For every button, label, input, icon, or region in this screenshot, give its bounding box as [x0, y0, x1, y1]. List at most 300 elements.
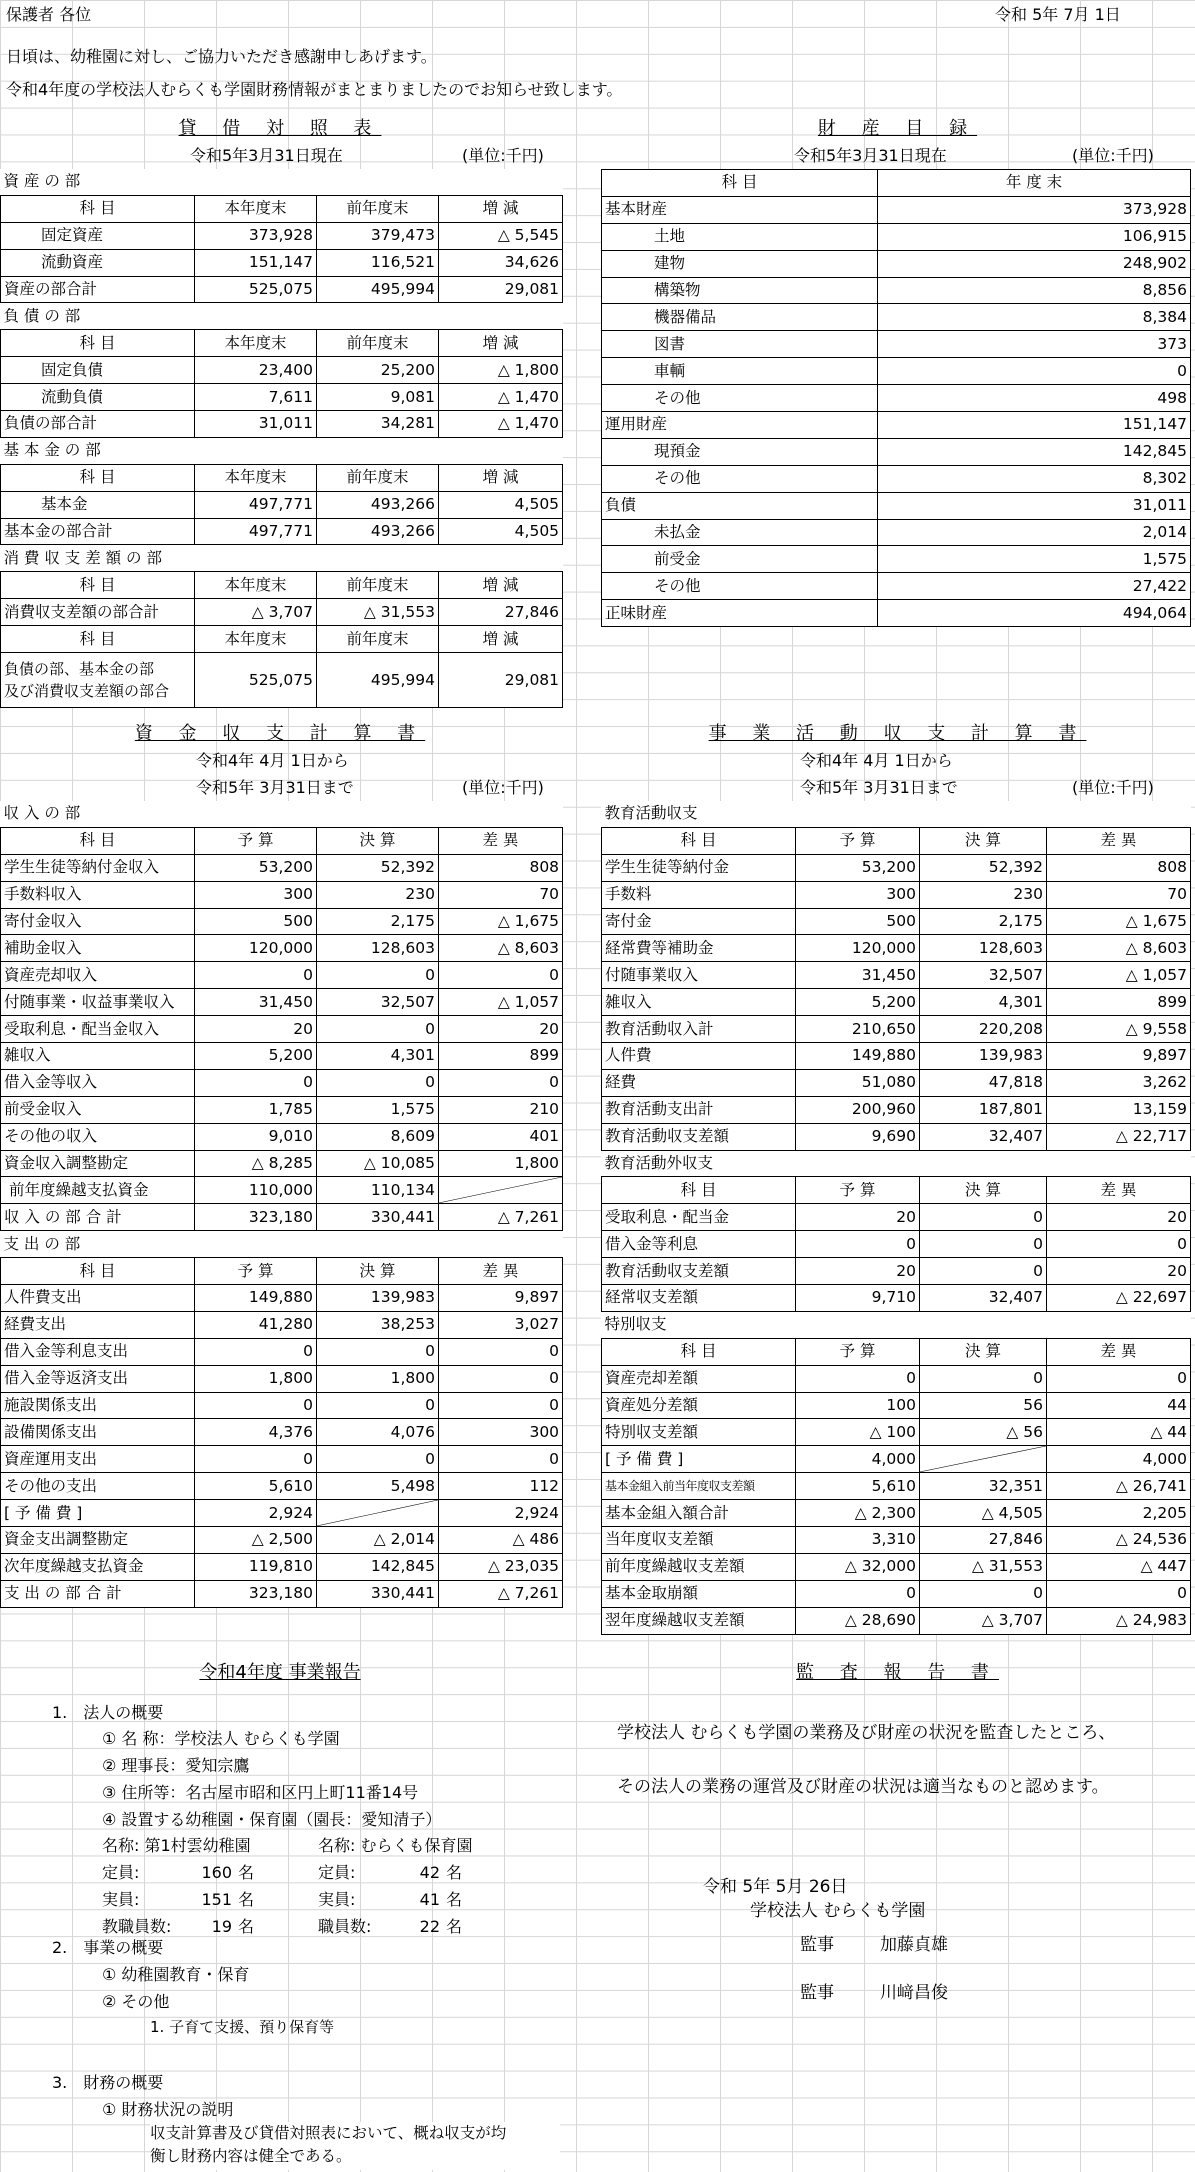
cell: 899 [439, 1043, 563, 1070]
cell: 106,915 [878, 223, 1191, 250]
table-row [1, 1043, 563, 1070]
cell: △ 100 [796, 1419, 920, 1446]
cell: △ 1,800 [439, 357, 563, 384]
cell: 基本財産 [602, 196, 878, 223]
cell: △ 24,983 [1047, 1607, 1191, 1634]
nursery-stat-label: 実員: [318, 1890, 356, 1909]
cell: 借入金等利息 [602, 1231, 796, 1258]
cell: 2,175 [920, 908, 1047, 935]
cell: 1,800 [439, 1150, 563, 1177]
section-row [1, 437, 563, 464]
cell: 4,505 [439, 491, 563, 518]
cell: △ 3,707 [195, 599, 317, 626]
cell: △ 2,500 [195, 1527, 317, 1554]
report-s2b: ② その他 [102, 1992, 170, 2011]
bs-asof: 令和5年3月31日現在 [190, 146, 343, 165]
cell: 翌年度繰越収支差額 [602, 1607, 796, 1634]
cell: 0 [439, 1392, 563, 1419]
cf-from: 令和4年 4月 1日から [196, 751, 349, 770]
cell: 300 [796, 881, 920, 908]
cell: 3,262 [1047, 1069, 1191, 1096]
cell: 手数料 [602, 881, 796, 908]
cell: 5,610 [195, 1473, 317, 1500]
cell: 教育活動収入計 [602, 1016, 796, 1043]
report-s3b: 収支計算書及び貸借対照表において、概ね収支が均 [150, 2124, 507, 2142]
cell: 142,845 [317, 1553, 439, 1580]
section-label: 資 産 の 部 [1, 169, 563, 195]
cell: 人件費 [602, 1043, 796, 1070]
report-s3a: ① 財務状況の説明 [102, 2100, 234, 2119]
cell: 資金収入調整勘定 [1, 1150, 195, 1177]
cell: 科 目 [1, 195, 195, 222]
cell: 32,507 [920, 962, 1047, 989]
cell: 187,801 [920, 1096, 1047, 1123]
diagonal-cell [439, 1177, 563, 1204]
cell: 科 目 [602, 1338, 796, 1365]
cell: 1,800 [317, 1365, 439, 1392]
cell: 0 [1047, 1365, 1191, 1392]
table-row [602, 492, 1191, 519]
section-label: 消 費 収 支 差 額 の 部 [1, 545, 563, 572]
header-row [1, 1258, 563, 1285]
cell: 3,027 [439, 1311, 563, 1338]
table-row [602, 1473, 1191, 1500]
table-row [1, 357, 563, 384]
cell: 0 [796, 1580, 920, 1607]
cell: 予 算 [195, 1258, 317, 1285]
table-row [1, 989, 563, 1016]
cf-unit: (単位:千円) [462, 778, 544, 797]
cell: 予 算 [796, 1177, 920, 1204]
section-row [1, 169, 563, 195]
auditor-2-role: 監事 [800, 1983, 834, 2003]
cell: 379,473 [317, 222, 439, 249]
cell: 13,159 [1047, 1096, 1191, 1123]
cell: 負債の部合計 [1, 411, 195, 438]
header-row [1, 572, 563, 599]
cell: 本年度末 [195, 626, 317, 653]
cell: 497,771 [195, 518, 317, 545]
cf-title: 資 金 収 支 計 算 書 [134, 723, 426, 744]
cell: 20 [1047, 1204, 1191, 1231]
audit-line-1: 学校法人 むらくも学園の業務及び財産の状況を監査したところ、 [617, 1723, 1116, 1743]
table-row [1, 1311, 563, 1338]
kindergarten-stat-unit: 名 [238, 1917, 255, 1936]
cell: 流動負債 [1, 384, 195, 411]
recipient: 保護者 各位 [6, 5, 92, 24]
cell: 2,924 [195, 1500, 317, 1527]
cell: 増 減 [439, 195, 563, 222]
cell: 151,147 [195, 249, 317, 276]
table-row [602, 1016, 1191, 1043]
table-row [1, 1392, 563, 1419]
cell: 科 目 [602, 1177, 796, 1204]
cell: 31,011 [878, 492, 1191, 519]
cell: △ 22,697 [1047, 1285, 1191, 1312]
cell: 消費収支差額の部合計 [1, 599, 195, 626]
inventory-table [601, 169, 1191, 627]
table-row [1, 1500, 563, 1527]
header-row [602, 1338, 1191, 1365]
cell: 5,200 [195, 1043, 317, 1070]
cell: 0 [317, 1338, 439, 1365]
cell: 経費支出 [1, 1311, 195, 1338]
cell: 前年度繰越支払資金 [1, 1177, 195, 1204]
cell: 151,147 [878, 412, 1191, 439]
cell: △ 7,261 [439, 1580, 563, 1607]
cell: 前受金収入 [1, 1096, 195, 1123]
total-row [1, 411, 563, 438]
cell: △ 1,675 [439, 908, 563, 935]
cell: 付随事業収入 [602, 962, 796, 989]
cell: 2,924 [439, 1500, 563, 1527]
cell: 0 [796, 1231, 920, 1258]
cell: △ 3,707 [920, 1607, 1047, 1634]
cell: 20 [796, 1258, 920, 1285]
cell: 決 算 [317, 1258, 439, 1285]
cell: 0 [317, 1069, 439, 1096]
table-row [1, 935, 563, 962]
cell: 5,498 [317, 1473, 439, 1500]
cell: 53,200 [195, 854, 317, 881]
cell: 決 算 [317, 827, 439, 854]
section-row [602, 1150, 1191, 1177]
cell: 受取利息・配当金 [602, 1204, 796, 1231]
cell: 前年度末 [317, 464, 439, 491]
cell: 基本金の部合計 [1, 518, 195, 545]
table-row [602, 908, 1191, 935]
cell: 0 [920, 1204, 1047, 1231]
cell: 借入金等返済支出 [1, 1365, 195, 1392]
header-row [602, 1177, 1191, 1204]
cell: 31,450 [796, 962, 920, 989]
cell: 科 目 [1, 330, 195, 357]
cell: 4,301 [317, 1043, 439, 1070]
cell: 基本金組入額合計 [602, 1500, 796, 1527]
cell: 0 [439, 1446, 563, 1473]
grand-label [1, 653, 195, 708]
cell: 学生生徒等納付金 [602, 854, 796, 881]
cell: 前年度繰越収支差額 [602, 1553, 796, 1580]
cell: 128,603 [317, 935, 439, 962]
cell: 0 [920, 1365, 1047, 1392]
cell: 前受金 [602, 546, 878, 573]
pl-title: 事 業 活 動 収 支 計 算 書 [708, 723, 1087, 744]
cell: 5,200 [796, 989, 920, 1016]
cell: [ 予 備 費 ] [602, 1446, 796, 1473]
nursery-stat-value: 41 [419, 1890, 440, 1909]
grand-label-1: 負債の部、基本金の部 [4, 660, 155, 679]
cell: 149,880 [796, 1043, 920, 1070]
inv-title: 財 産 目 録 [817, 118, 978, 139]
cell: 0 [195, 1338, 317, 1365]
cell: 科 目 [1, 626, 195, 653]
nursery-stat-value: 22 [419, 1917, 440, 1936]
cell: 受取利息・配当金収入 [1, 1016, 195, 1043]
cell: 31,011 [195, 411, 317, 438]
cell: 経常費等補助金 [602, 935, 796, 962]
cell: 32,407 [920, 1285, 1047, 1312]
cell: 210,650 [796, 1016, 920, 1043]
cell: 資金支出調整勘定 [1, 1527, 195, 1554]
cell: 373,928 [878, 196, 1191, 223]
section-label: 教育活動外収支 [602, 1150, 1191, 1177]
cell: 29,081 [439, 653, 563, 708]
cell: 差 異 [439, 827, 563, 854]
cell: 決 算 [920, 1338, 1047, 1365]
cell: 教育活動収支差額 [602, 1258, 796, 1285]
cell: 予 算 [796, 1338, 920, 1365]
cell: △ 56 [920, 1419, 1047, 1446]
kindergarten-stat-value: 19 [211, 1917, 232, 1936]
cell: 1,800 [195, 1365, 317, 1392]
cell: 教育活動支出計 [602, 1096, 796, 1123]
cell: 本年度末 [195, 195, 317, 222]
cell: 経費 [602, 1069, 796, 1096]
cell: 120,000 [195, 935, 317, 962]
cell: 495,994 [317, 276, 439, 303]
cell: 120,000 [796, 935, 920, 962]
cell: 前年度末 [317, 572, 439, 599]
table-row [602, 438, 1191, 465]
cell: 3,310 [796, 1527, 920, 1554]
cell: 230 [317, 881, 439, 908]
cell: 4,000 [1047, 1446, 1191, 1473]
cell: 7,611 [195, 384, 317, 411]
cell: [ 予 備 費 ] [1, 1500, 195, 1527]
table-row [602, 1096, 1191, 1123]
cell: 20 [439, 1016, 563, 1043]
cell: 0 [796, 1365, 920, 1392]
cell: 139,983 [317, 1285, 439, 1312]
cell: 差 異 [1047, 827, 1191, 854]
table-row [602, 250, 1191, 277]
cell: △ 32,000 [796, 1553, 920, 1580]
nursery-stat-unit: 名 [446, 1863, 463, 1882]
audit-line-2: その法人の業務の運営及び財産の状況は適当なものと認めます。 [617, 1777, 1109, 1797]
cell: △ 1,675 [1047, 908, 1191, 935]
cell: 寄付金収入 [1, 908, 195, 935]
cell: 373 [878, 331, 1191, 358]
report-item-1: ① 名 称：学校法人 むらくも学園 [102, 1729, 340, 1748]
cell: 4,505 [439, 518, 563, 545]
section-label: 負 債 の 部 [1, 303, 563, 330]
cell: 固定負債 [1, 357, 195, 384]
cell: 0 [920, 1258, 1047, 1285]
cell: △ 2,014 [317, 1527, 439, 1554]
cell: 図書 [602, 331, 878, 358]
cell: 500 [796, 908, 920, 935]
cell: 0 [195, 1446, 317, 1473]
kindergarten-name: 名称: 第1村雲幼稚園 [102, 1836, 251, 1855]
kindergarten-stat-value: 151 [201, 1890, 232, 1909]
cash-flow-table [0, 801, 563, 1608]
cell: 70 [439, 881, 563, 908]
cell: 増 減 [439, 626, 563, 653]
table-row [1, 1123, 563, 1150]
table-row [602, 854, 1191, 881]
table-row [1, 854, 563, 881]
cell: 補助金収入 [1, 935, 195, 962]
cell: 230 [920, 881, 1047, 908]
cell: 施設関係支出 [1, 1392, 195, 1419]
auditor-2-name: 川﨑昌俊 [880, 1983, 948, 2003]
cell: 330,441 [317, 1204, 439, 1231]
kindergarten-stat-label: 教職員数: [102, 1917, 172, 1936]
cell: 8,609 [317, 1123, 439, 1150]
diagonal-cell [920, 1446, 1047, 1473]
cell: 0 [439, 1338, 563, 1365]
cell: その他 [602, 465, 878, 492]
cell: 27,846 [920, 1527, 1047, 1554]
cell: 38,253 [317, 1311, 439, 1338]
table-row [1, 1338, 563, 1365]
cell: 220,208 [920, 1016, 1047, 1043]
table-row [602, 1258, 1191, 1285]
cell: 決 算 [920, 827, 1047, 854]
table-row [1, 1419, 563, 1446]
cell: 8,856 [878, 277, 1191, 304]
cell: 300 [439, 1419, 563, 1446]
table-row [602, 1285, 1191, 1312]
report-item-3: ③ 住所等：名古屋市昭和区円上町11番14号 [102, 1783, 419, 1802]
cell: △ 8,603 [439, 935, 563, 962]
cell: 基本金組入前当年度収支差額 [602, 1473, 796, 1500]
table-row [602, 1446, 1191, 1473]
section-row [602, 801, 1191, 827]
cell: △ 1,057 [439, 989, 563, 1016]
cell: 498 [878, 385, 1191, 412]
cell: その他の収入 [1, 1123, 195, 1150]
cell: 52,392 [317, 854, 439, 881]
cell: 建物 [602, 250, 878, 277]
cell: 248,902 [878, 250, 1191, 277]
report-s2: 2. 事業の概要 [52, 1938, 164, 1957]
cell: 寄付金 [602, 908, 796, 935]
cell: 44 [1047, 1392, 1191, 1419]
cell: 525,075 [195, 276, 317, 303]
cell: 9,710 [796, 1285, 920, 1312]
table-row [1, 1150, 563, 1177]
cell: 128,603 [920, 935, 1047, 962]
kindergarten-stat-label: 実員: [102, 1890, 140, 1909]
total-row [1, 599, 563, 626]
table-row [1, 1177, 563, 1204]
table-row [1, 1365, 563, 1392]
cell: 借入金等収入 [1, 1069, 195, 1096]
cell: 構築物 [602, 277, 878, 304]
cell: 科 目 [1, 827, 195, 854]
audit-date: 令和 5年 5月 26日 [703, 1877, 848, 1897]
cell: 設備関係支出 [1, 1419, 195, 1446]
total-row [1, 1204, 563, 1231]
cell: △ 8,603 [1047, 935, 1191, 962]
header-row [1, 195, 563, 222]
cell: その他の支出 [1, 1473, 195, 1500]
cell: その他 [602, 573, 878, 600]
cell: △ 1,470 [439, 384, 563, 411]
cell: 32,507 [317, 989, 439, 1016]
inv-unit: (単位:千円) [1072, 146, 1154, 165]
cell: 29,081 [439, 276, 563, 303]
cell: 112 [439, 1473, 563, 1500]
table-row [602, 1553, 1191, 1580]
cell: 0 [920, 1231, 1047, 1258]
cell: 56 [920, 1392, 1047, 1419]
table-row [602, 1500, 1191, 1527]
table-row [1, 384, 563, 411]
table-row [602, 358, 1191, 385]
section-label: 特別収支 [602, 1311, 1191, 1338]
cell: 27,422 [878, 573, 1191, 600]
cell: 497,771 [195, 491, 317, 518]
cell: △ 7,261 [439, 1204, 563, 1231]
cell: △ 1,057 [1047, 962, 1191, 989]
table-row [1, 962, 563, 989]
cell: 4,301 [920, 989, 1047, 1016]
cell: 基本金 [1, 491, 195, 518]
cell: 本年度末 [195, 330, 317, 357]
table-row [602, 935, 1191, 962]
cell: 32,407 [920, 1123, 1047, 1150]
table-row [1, 1285, 563, 1312]
cell: 9,897 [439, 1285, 563, 1312]
table-row [602, 304, 1191, 331]
nursery-stat-label: 定員: [318, 1863, 356, 1882]
section-row [602, 1311, 1191, 1338]
table-row [602, 465, 1191, 492]
nursery-stat-value: 42 [419, 1863, 440, 1882]
cell: 運用財産 [602, 412, 878, 439]
cell: 100 [796, 1392, 920, 1419]
cell: 雑収入 [1, 1043, 195, 1070]
cell: 科 目 [602, 827, 796, 854]
table-row [602, 277, 1191, 304]
cell: 基本金取崩額 [602, 1580, 796, 1607]
cell: 31,450 [195, 989, 317, 1016]
report-s3: 3. 財務の概要 [52, 2073, 164, 2092]
pl-to: 令和5年 3月31日まで [800, 778, 958, 797]
cell: △ 9,558 [1047, 1016, 1191, 1043]
cell: 科 目 [1, 1258, 195, 1285]
cell: 科 目 [1, 572, 195, 599]
cell: △ 44 [1047, 1419, 1191, 1446]
cell: 負債 [602, 492, 878, 519]
cell: 808 [1047, 854, 1191, 881]
cell: 差 異 [1047, 1338, 1191, 1365]
cell: 20 [796, 1204, 920, 1231]
cell: 525,075 [195, 653, 317, 708]
cell: 学生生徒等納付金収入 [1, 854, 195, 881]
table-row [602, 223, 1191, 250]
cell: 教育活動収支差額 [602, 1123, 796, 1150]
header-row [1, 827, 563, 854]
header-row [1, 464, 563, 491]
cell: 決 算 [920, 1177, 1047, 1204]
report-s2c: 1. 子育て支援、預り保育等 [150, 2018, 335, 2036]
cell: 34,626 [439, 249, 563, 276]
auditor-1-role: 監事 [800, 1935, 834, 1955]
report-title: 令和4年度 事業報告 [199, 1662, 361, 1683]
cell: 1,785 [195, 1096, 317, 1123]
table-row [602, 546, 1191, 573]
cell: 139,983 [920, 1043, 1047, 1070]
header-row [1, 330, 563, 357]
cell: 116,521 [317, 249, 439, 276]
table-row [602, 1043, 1191, 1070]
table-row [1, 1527, 563, 1554]
nursery-stat-label: 職員数: [318, 1917, 372, 1936]
